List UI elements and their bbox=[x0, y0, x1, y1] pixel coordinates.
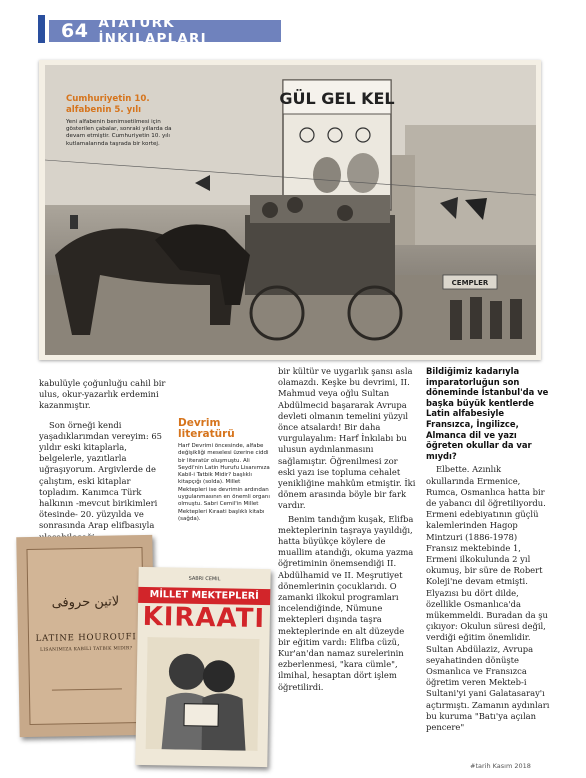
page-header bbox=[49, 15, 281, 47]
page-number: 64 bbox=[61, 20, 89, 42]
caption-title-line1: Cumhuriyetin 10. bbox=[66, 94, 150, 104]
book-latin-title: LATINE HOUROUFI bbox=[35, 632, 137, 644]
col1-paragraph: kabulüyle çoğunluğu cahil bir ulus, okur-yazarlık erdemini kazanmıştır. bbox=[39, 378, 166, 411]
interview-question: Bildiğimiz kadarıyla imparatorluğun son döneminde İstanbul'da ve başka büyük kentlerde Latin alfabesiyle Fransızca, İngilizce, Almanca dil ve yazı öğreten okullar da var mıydı? bbox=[426, 366, 549, 461]
banner-text: GÜL GEL KEL bbox=[279, 89, 395, 108]
sidebar-box bbox=[178, 418, 271, 523]
book-divider bbox=[52, 688, 122, 690]
section-title: ATATÜRK İNKILAPLARI bbox=[98, 15, 207, 47]
interview-answer: Elbette. Azınlık okullarında Ermenice, Rumca, Osmanlıca hatta bir de yabancı dil öğretiliyordu. Ermeni edebiyatının güçlü kalemlerinden Hagop Mintzuri (1886-1978) Fransız mektebinde 1, Ermeni ilkokulunda 2 yıl okumuş, bir süre de Robert Koleji'ne devam etmişti. Elyazısı bu dört dilde, özellikle Osmanlıca'da mükemmeldi. Buradan da şu çıkıyor: Okulun süresi değil, verdiği eğitim önemlidir. Sultan Abdülaziz, Avrupa seyahatinden dönüşte Osmanlıca ve Fransızca öğretim veren Mekteb-i Sultani'yi yani Galatasaray'ı açtırmıştı. Zamanın aydınları bu kuruma "Batı'ya açılan pencere" bbox=[426, 464, 550, 733]
footer-text: #tarih Kasım 2018 bbox=[470, 762, 531, 770]
book-banner: MİLLET MEKTEPLERİ bbox=[138, 587, 270, 605]
caption-text: Yeni alfabenin benimsetilmesi için gösterilen çabalar, sonraki yıllarda da devam etmiştir. Cumhuriyetin 10. yılı kutlamalarında taşrada bir kortej. bbox=[66, 119, 172, 147]
reading-illustration bbox=[146, 637, 260, 751]
col3-paragraph: Benim tandığım kuşak, Elifba mekteplerinin taşraya yayıldığı, hatta büyükçe köylere de muallim atandığı, okuma yazma öğretiminin önemsendiği II. Abdülhamid ve II. Meşrutiyet dönemlerinin çocuklarıdı. O zamanki ilkokul programları incelendiğinde, Nümune mektepleri dışında taşra mekteplerinde en alt düzeyde bir eğitim vardı: Elifba cüzü, Kur'an'dan namaz surelerinin ezberlenmesi, "kara cümle", ilmihal, hesaptan dört işlem öğretilirdi. bbox=[278, 513, 414, 692]
col1-paragraph: Son örneği kendi yaşadıklarımdan vereyim: 65 yıldır eski kitaplarla, belgelerle, yazıtlarla uğraşıyorum. Argivlerde de çalıştım, eski kitaplar topladım. Kanımca Türk halkının -mevcut birikimleri ötesinde- 20. yüzyılda ve sonrasında Arap elifbasıyla bbox=[39, 419, 162, 531]
book-cover-frame bbox=[26, 547, 145, 725]
book-millet-mektepleri bbox=[135, 567, 270, 767]
body-column-4 bbox=[426, 366, 550, 733]
sidebar-title-line1: Devrim bbox=[178, 417, 221, 429]
book-arabic-title: لاتين حروفى bbox=[51, 594, 120, 611]
body-column-1 bbox=[39, 378, 169, 543]
book-big-title: KIRAATI bbox=[142, 601, 266, 635]
sidebar-text: Harf Devrimi öncesinde, alfabe değişikliği meselesi üzerine ciddi bir literatür oluşmuştu. Ali Seydi'nin Latin Hurufu Lisanımıza Kabil-i Tatbik Midir? başlıklı kitapçığı (solda). Millet Mektepleri ise devrimin ardından uygulanmasının en önemli organı olmuştu. Sabri Cemil'in Millet Mektepleri Kıraati başlıklı kitabı (sağda). bbox=[178, 443, 270, 522]
photo-caption bbox=[66, 94, 178, 148]
book-author: SABRI CEMIL bbox=[188, 575, 221, 583]
book-latine-houroufi bbox=[16, 535, 155, 737]
right-banner-text: CEMPLER bbox=[451, 279, 489, 287]
header-accent-bar bbox=[38, 15, 45, 43]
sidebar-title-line2: literatürü bbox=[178, 428, 235, 440]
caption-title-line2: alfabenin 5. yılı bbox=[66, 105, 142, 115]
book-subtitle: LISANIMIZA KABILI TATBIK MIDIR? bbox=[40, 646, 133, 653]
body-column-3 bbox=[278, 366, 416, 693]
col3-paragraph: bir kültür ve uygarlık şansı asla olamazdı. Keşke bu devrimi, II. Mahmud veya oğlu Sultan Abdülmecid başararak Avrupa devleti olmanın temelini yüzyıl önce atsalardı! Bir daha vurgulayalım: Harf İnkılabı bu ulusun aydınlanmasını sağlamıştır. Öğrenilmesi zor eski yazı ise topluma cehalet yenikliğine mahkûm etmiştir. İki dönem arasında böyle bir fark vardır. bbox=[278, 366, 416, 511]
